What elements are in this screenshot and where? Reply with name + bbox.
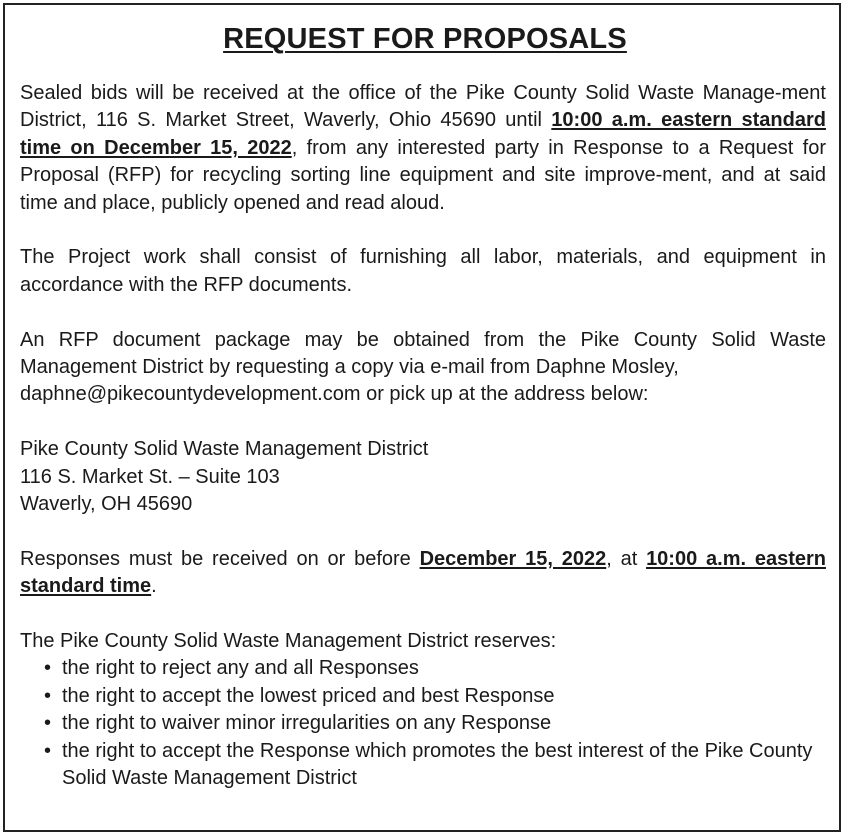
project-paragraph: The Project work shall consist of furnishing all labor, materials, and equipment in accordance with the RFP documents. — [20, 246, 826, 296]
responses-date: December 15, 2022 — [419, 547, 607, 570]
responses-paragraph — [20, 546, 826, 601]
rfp-package-paragraph — [20, 327, 826, 409]
address-line-2: 116 S. Market St. – Suite 103 — [20, 465, 280, 488]
address-block — [20, 436, 826, 518]
responses-text-c: . — [151, 575, 157, 598]
reserves-section — [20, 628, 826, 792]
reserves-list — [20, 655, 826, 792]
list-item: • the right to reject any and all Responses — [44, 655, 826, 682]
address-line-1: Pike County Solid Waste Management District — [20, 438, 429, 461]
address-line-3: Waverly, OH 45690 — [20, 493, 193, 516]
list-item: • the right to accept the lowest priced and best Response — [44, 683, 826, 710]
notice-title-text: REQUEST FOR PROPOSALS — [223, 23, 627, 55]
notice-title — [0, 22, 850, 56]
bid-text-a: Sealed bids will be received at the office of the Pike County Solid Waste Manage-ment District, 116 S. Market Street, Waverly, Ohio 45690 until — [20, 82, 826, 132]
responses-text-a: Responses must be received on or before — [20, 547, 420, 570]
contact-email: daphne@pikecountydevelopment.com or pick up at the address below: — [20, 383, 649, 406]
list-item: • the right to accept the Response which promotes the best interest of the Pike County Solid Waste Management District — [44, 738, 826, 793]
notice-body — [20, 80, 826, 792]
list-item: • the right to waiver minor irregularities on any Response — [44, 710, 826, 737]
responses-text-b: , at — [606, 547, 647, 570]
reserves-intro: The Pike County Solid Waste Management District reserves: — [20, 630, 557, 653]
bid-paragraph — [20, 80, 826, 217]
responses-time: 10:00 a.m. eastern standard time — [20, 547, 826, 598]
rfp-package-text: An RFP document package may be obtained from the Pike County Solid Waste Management District by requesting a copy via e-mail from Daphne Mosley, — [20, 328, 826, 379]
bid-text-b: , from any interested party in Response to a Request for Proposal (RFP) for recycling sorting line equipment and site improve-ment, and at said time and place, publicly opened and read aloud. — [20, 136, 826, 214]
bid-deadline: 10:00 a.m. eastern standard time on December 15, 2022 — [20, 109, 826, 159]
